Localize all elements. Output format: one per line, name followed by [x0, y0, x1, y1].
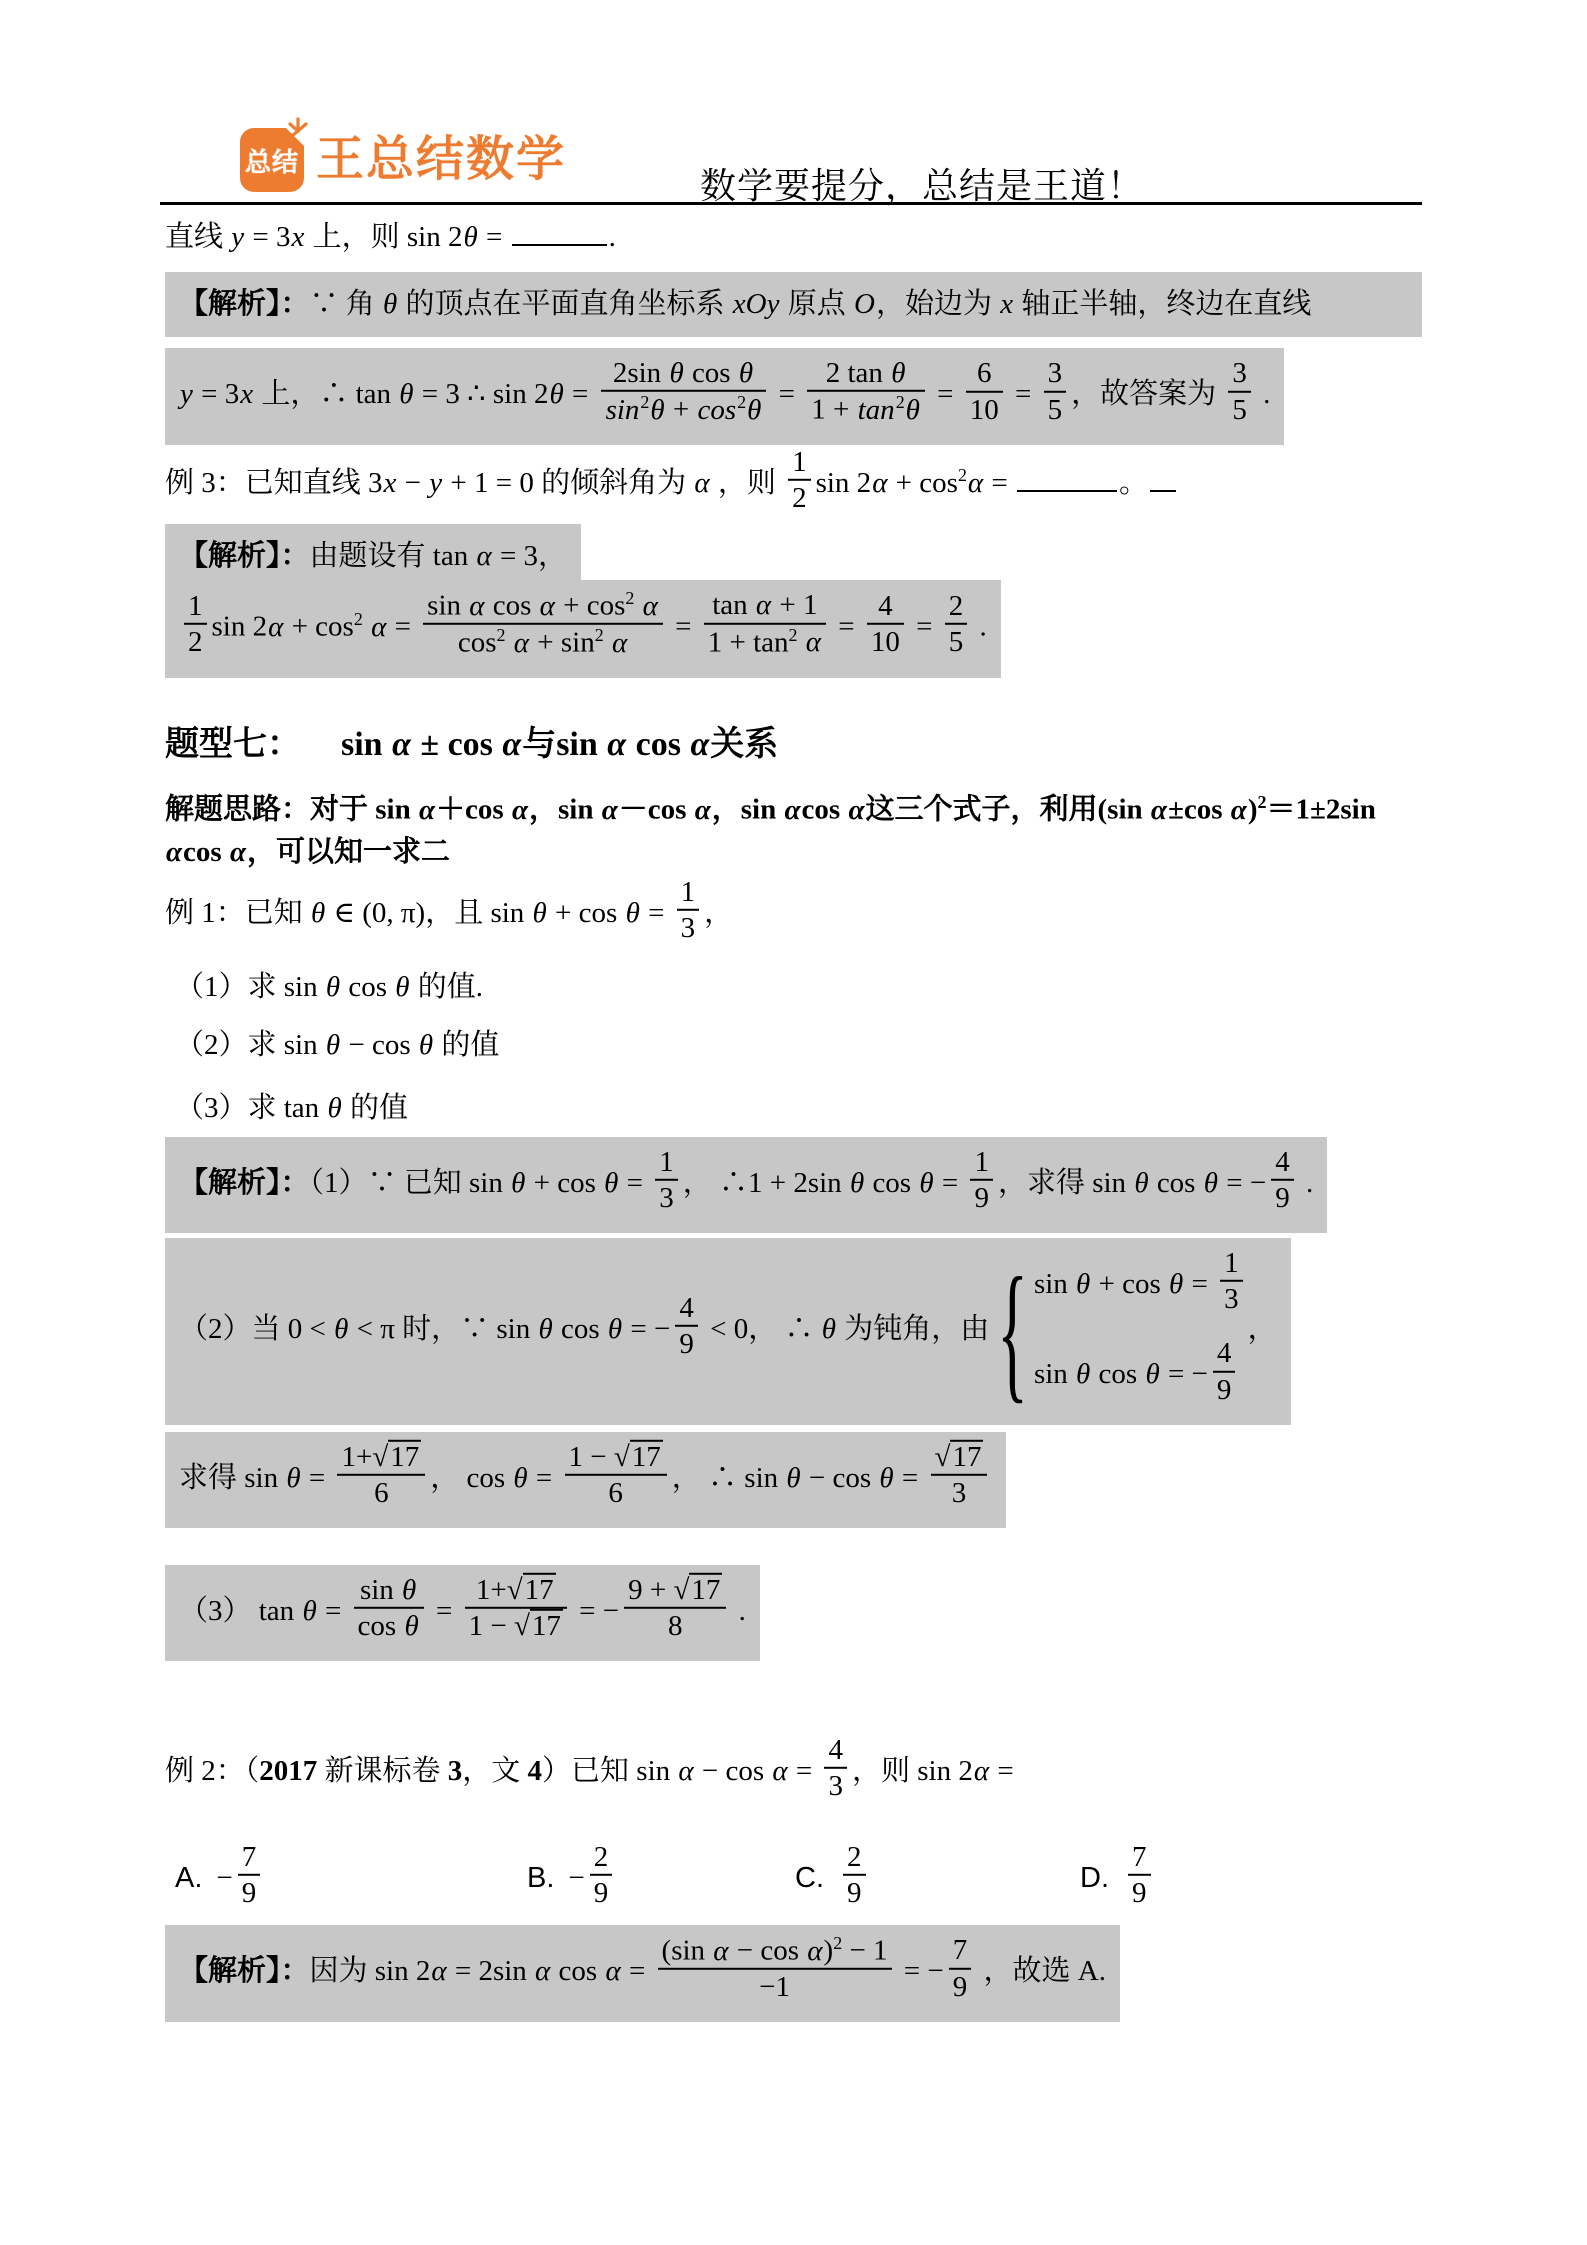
example1-line: 例 1：已知 θ ∈ (0, π)，且 sin θ + cos θ = $\frac{1}{3}$ ，: [165, 875, 734, 944]
option-c: C. $\frac{2}{9}$: [795, 1845, 871, 1915]
brand-badge-icon: [240, 128, 304, 192]
slogan: 数学要提分，总结是王道！: [700, 166, 1145, 206]
solution3-text-block: 【解析】：由题设有 tan α = 3，: [165, 524, 581, 589]
section-heading: 题型七： sin α ± cos α与sin α cos α关系: [165, 726, 779, 763]
problem-statement-line: 直线 y = 3x 上，则 sin 2θ = .: [165, 221, 616, 253]
header-rule: [160, 202, 1422, 205]
e1-solution-part1-block: 【解析】：（1）∵ 已知 sin θ + cos θ = $\frac{1}{3}$ ， ∴1 + 2sin θ cos θ = $\frac{1}{9}$ ，求得 sin θ cos θ = − $\frac{4}{9}$ .: [165, 1137, 1327, 1233]
brand-name: 王总结数学: [316, 133, 567, 186]
option-b: B. − $\frac{2}{9}$: [527, 1845, 617, 1915]
option-a: A. − $\frac{7}{9}$: [175, 1845, 265, 1915]
e2-solution-block: 【解析】：因为 sin 2α = 2sin α cos α = $\frac{(\sin \alpha - \cos \alpha)^2 - 1}{-1}$ = − $\frac{7}{9}$ ，故选 A.: [165, 1925, 1120, 2022]
hand-icon: [285, 115, 311, 141]
solution1-formula-block: y = 3x 上，∴ tan θ = 3 ∴ sin 2θ = $\frac{\text{2sin θ cos θ}}{\sin^2\theta + \cos^2\theta}$ = $\frac{\text{2 tan θ}}{1 + \tan^2\theta}$ = $\frac{6}{10}$ = $\frac{3}{5}$ ，故答案为 $\frac{3}{5}$ .: [165, 348, 1284, 445]
solution3-formula-block: $\frac{1}{2}$ $\sin 2\alpha + \cos^2 \alpha$ = $\frac{\sin \alpha \cos \alpha + \cos^2 \alpha}{\cos^2 \alpha + \sin^2 \alpha}$ = $\frac{\text{tan α + 1}}{1 + \tan^2 \alpha}$ = $\frac{4}{10}$ = $\frac{2}{5}$ .: [165, 580, 1001, 678]
e1-solution-part3-block: （3） tan θ = $\frac{\text{sin θ}}{\text{cos θ}}$ = $\frac{1+√17}{1 - √17}$ = − $\frac{9 + √17}{8}$ .: [165, 1565, 760, 1661]
example1-item-3: （3）求 tan θ 的值: [175, 1092, 408, 1124]
example1-item-2: （2）求 sin θ − cos θ 的值: [175, 1029, 500, 1061]
example1-item-1: （1）求 sin θ cos θ 的值.: [175, 971, 484, 1003]
brand-logo: [240, 128, 566, 192]
example3-line: 例 3：已知直线 3x − y + 1 = 0 的倾斜角为 α ，则 $\frac{1}{2}$ $\sin 2\alpha + \cos^2\alpha$ = 。: [165, 450, 1178, 520]
idea-line-2: αcos α，可以知一求二: [166, 836, 451, 868]
badge-text: 总结: [244, 146, 299, 177]
idea-line-1: 解题思路：对于 sin α＋cos α，sin α－cos α，sin αcos α这三个式子，利用(sin α±cos α)$^2$＝1±2sin: [165, 792, 1376, 826]
e1-solution-part2-block: （2）当 0 < θ < π 时，∵ sin θ cos θ = − $\frac{4}{9}$ < 0， ∴ θ 为钝角，由 { sin θ + cos θ = $\frac{1}{3}$ sin θ cos θ = − $\frac{4}{9}$ ，: [165, 1238, 1291, 1425]
e1-solution-part2b-block: 求得 sin θ = $\frac{1+√17}{6}$ ， cos θ = $\frac{1 - √17}{6}$ ， ∴ sin θ − cos θ = $\frac{√17}{3}$: [165, 1432, 1006, 1528]
example2-line: 例 2：（2017 新课标卷 3，文 4）已知 sin α − cos α = $\frac{4}{3}$ ，则 sin 2α =: [165, 1733, 1014, 1802]
solution1-text-block: 【解析】：∵ 角 θ 的顶点在平面直角坐标系 xOy 原点 O，始边为 x 轴正半轴，终边在直线: [165, 272, 1422, 337]
option-d: D. $\frac{7}{9}$: [1080, 1845, 1156, 1915]
